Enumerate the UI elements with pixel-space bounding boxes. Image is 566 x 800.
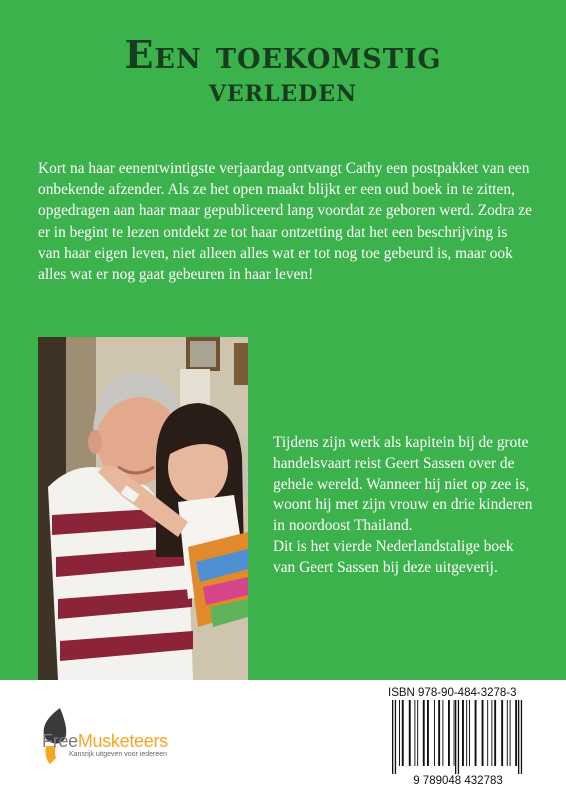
- barcode-bar: [427, 700, 429, 766]
- barcode-bar: [399, 700, 400, 766]
- barcode-bar: [414, 700, 415, 766]
- barcode-bar: [494, 700, 496, 766]
- barcode-bar: [507, 700, 508, 766]
- book-title: [0, 32, 566, 109]
- isbn-label: ISBN 978-90-484-3278-3: [388, 687, 517, 699]
- bio-paragraph-2: Dit is het vierde Nederlandstalige boek van Geert Sassen bij deze uitgeverij.: [273, 537, 514, 576]
- author-photo-illustration: [38, 337, 248, 680]
- barcode-bar: [423, 700, 425, 766]
- barcode-bar: [462, 700, 464, 766]
- barcode-bar: [402, 700, 404, 766]
- publisher-tagline: Kansrijk uitgeven voor iedereen: [69, 751, 168, 758]
- isbn-barcode: [378, 700, 538, 786]
- publisher-name-free: Free: [42, 731, 78, 751]
- publisher-logo-text: [42, 731, 168, 752]
- barcode-bar: [455, 700, 456, 774]
- blurb-text: Kort na haar eenentwintigste verjaardag ontvangt Cathy een postpakket van een onbekende afzender. Als ze het open maakt blijkt er een oud boek in te zitten, opgedragen aan haar maar gepubliceerd lang voordat ze geboren werd. Zodra ze er in begint te lezen ontdekt ze tot haar ontzetting dat het een beschrijving is van haar eigen leven, niet alleen alles wat er tot nog toe gebeurd is, maar ook alles wat er nog gaat gebeuren in haar leven!: [38, 160, 532, 284]
- barcode-bar: [510, 700, 511, 766]
- barcode-digits: 9 789048 432783: [413, 775, 503, 786]
- barcode-bar: [515, 700, 517, 766]
- author-bio: [273, 433, 535, 579]
- barcode-bar: [518, 700, 519, 774]
- publisher-name-musketeers: Musketeers: [77, 731, 168, 751]
- barcode-bar: [442, 700, 443, 766]
- barcode-bar: [448, 700, 450, 766]
- barcode-bar: [454, 700, 455, 766]
- barcode-bar: [434, 700, 435, 766]
- barcode-bar: [466, 700, 467, 766]
- barcode-bar: [487, 700, 488, 766]
- barcode-bar: [458, 700, 459, 774]
- barcode-bar: [475, 700, 477, 766]
- barcode-bar: [469, 700, 470, 766]
- barcode-bar: [438, 700, 440, 766]
- barcode-bar: [395, 700, 396, 774]
- barcode-bar: [491, 700, 492, 766]
- barcode-bar: [482, 700, 484, 766]
- barcode-bar: [409, 700, 411, 766]
- bio-paragraph-1: Tijdens zijn werk als kapitein bij de grote handelsvaart reist Geert Sassen over de gehele wereld. Wanneer hij niet op zee is, woont hij met zijn vrouw en drie kinderen in noordoost Thailand.: [273, 434, 533, 535]
- author-photo: [38, 337, 248, 680]
- barcode-bar: [521, 700, 522, 774]
- barcode-bar: [392, 700, 393, 774]
- barcode-bar: [501, 700, 503, 766]
- barcode-bar: [417, 700, 418, 766]
- title-line-2: verleden: [208, 73, 358, 109]
- title-line-1: Een toekomstig: [124, 32, 442, 77]
